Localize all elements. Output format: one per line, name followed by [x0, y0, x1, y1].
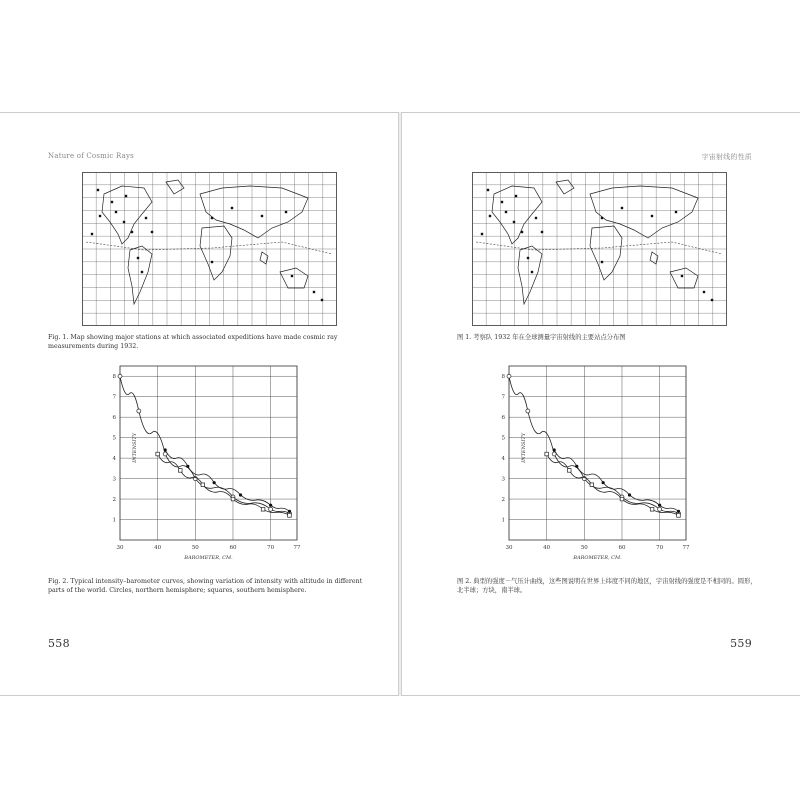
square-point: [201, 483, 205, 487]
station-marker: [137, 257, 139, 259]
x-tick-label: 70: [267, 545, 275, 551]
x-tick-label: 40: [543, 545, 551, 551]
station-marker: [621, 207, 623, 209]
station-marker: [115, 211, 117, 213]
station-marker: [681, 275, 683, 277]
dot-point: [164, 448, 167, 451]
fig1-caption: Fig. 1. Map showing major stations at which associated expeditions have made cosmic ray measurements during 1932.: [48, 334, 338, 350]
x-tick-label: 60: [618, 545, 626, 551]
y-tick-label: 4: [501, 456, 505, 463]
right-running-head: 宇宙射线的性质: [701, 153, 752, 161]
left-running-head: Nature of Cosmic Rays: [48, 152, 134, 160]
y-tick-label: 2: [501, 497, 505, 504]
circle-point: [269, 507, 273, 511]
y-tick-label: 8: [501, 374, 505, 381]
station-marker: [313, 291, 315, 293]
y-tick-label: 1: [501, 517, 505, 524]
dot-point: [602, 481, 605, 484]
station-marker: [321, 299, 323, 301]
station-marker: [703, 291, 705, 293]
station-marker: [711, 299, 713, 301]
station-marker: [531, 271, 533, 273]
circle-point: [658, 507, 662, 511]
square-point: [288, 514, 292, 518]
station-marker: [487, 189, 489, 191]
station-marker: [97, 189, 99, 191]
x-tick-label: 50: [191, 545, 199, 551]
y-tick-label: 3: [112, 476, 116, 483]
station-marker: [125, 195, 127, 197]
fig1-world-map: [82, 172, 337, 326]
chart-grid: [509, 366, 686, 540]
x-tick-label: 30: [505, 545, 513, 551]
station-marker: [211, 217, 213, 219]
x-axis-label: BAROMETER, CM.: [573, 555, 622, 561]
y-tick-label: 8: [112, 374, 116, 381]
circle-point: [507, 374, 511, 378]
station-marker: [481, 233, 483, 235]
square-point: [590, 483, 594, 487]
y-axis-label: INTENSITY: [132, 433, 138, 463]
station-marker: [675, 211, 677, 213]
y-tick-label: 5: [112, 435, 116, 442]
station-marker: [601, 217, 603, 219]
dot-point: [269, 504, 272, 507]
station-marker: [261, 215, 263, 217]
station-marker: [535, 217, 537, 219]
circle-point: [137, 409, 141, 413]
square-point: [178, 469, 182, 473]
station-marker: [211, 261, 213, 263]
station-marker: [515, 195, 517, 197]
x-tick-label: 77: [682, 545, 690, 551]
station-marker: [231, 207, 233, 209]
y-tick-label: 4: [112, 456, 116, 463]
station-marker: [651, 215, 653, 217]
y-tick-label: 2: [112, 497, 116, 504]
square-point: [620, 497, 624, 501]
station-marker: [521, 231, 523, 233]
right-page-number: 559: [730, 637, 752, 650]
dot-point: [186, 465, 189, 468]
x-tick-label: 60: [229, 545, 237, 551]
square-point: [567, 469, 571, 473]
y-axis-label: INTENSITY: [521, 433, 527, 463]
x-tick-label: 77: [293, 545, 301, 551]
left-page: [0, 112, 399, 696]
dot-point: [213, 481, 216, 484]
square-point: [156, 452, 160, 456]
station-marker: [151, 231, 153, 233]
y-tick-label: 7: [112, 394, 116, 401]
station-marker: [91, 233, 93, 235]
station-marker: [601, 261, 603, 263]
fig1-world-map-copy: [472, 172, 727, 326]
station-marker: [285, 211, 287, 213]
square-point: [545, 452, 549, 456]
y-tick-label: 6: [112, 415, 116, 422]
dot-point: [288, 510, 291, 513]
x-tick-label: 50: [580, 545, 588, 551]
y-tick-label: 1: [112, 517, 116, 524]
dot-point: [628, 493, 631, 496]
station-marker: [99, 215, 101, 217]
square-point: [231, 497, 235, 501]
x-tick-label: 30: [116, 545, 124, 551]
station-marker: [111, 201, 113, 203]
station-marker: [541, 231, 543, 233]
station-marker: [527, 257, 529, 259]
dot-point: [658, 504, 661, 507]
station-marker: [501, 201, 503, 203]
x-axis-label: BAROMETER, CM.: [184, 555, 233, 561]
square-point: [650, 507, 654, 511]
fig2-intensity-chart-copy: [481, 360, 706, 565]
dot-point: [239, 493, 242, 496]
fig2-caption: Fig. 2. Typical intensity–barometer curves, showing variation of intensity with altitude in different parts of the world. Circles, northern hemisphere; squares, southern hemisphere.: [48, 578, 363, 594]
y-tick-label: 7: [501, 394, 505, 401]
circle-point: [526, 409, 530, 413]
fig2-intensity-chart: [92, 360, 317, 565]
station-marker: [291, 275, 293, 277]
dot-point: [575, 465, 578, 468]
dot-point: [677, 510, 680, 513]
station-marker: [141, 271, 143, 273]
y-tick-label: 3: [501, 476, 505, 483]
dot-point: [553, 448, 556, 451]
fig2-caption-zh: 图 2. 典型的强度－气压计曲线，这些图说明在世界上纬度不同的地区，宇宙射线的强度是不相同的。圆形，北半球；方块，南半球。: [457, 578, 757, 594]
x-tick-label: 70: [656, 545, 664, 551]
book-spread: [0, 112, 800, 696]
station-marker: [145, 217, 147, 219]
y-tick-label: 5: [501, 435, 505, 442]
station-marker: [489, 215, 491, 217]
y-tick-label: 6: [501, 415, 505, 422]
square-point: [261, 507, 265, 511]
right-page: [401, 112, 800, 696]
circle-point: [118, 374, 122, 378]
left-page-number: 558: [48, 637, 70, 650]
station-marker: [123, 221, 125, 223]
station-marker: [513, 221, 515, 223]
x-tick-label: 40: [154, 545, 162, 551]
square-point: [677, 514, 681, 518]
station-marker: [505, 211, 507, 213]
station-marker: [131, 231, 133, 233]
fig1-caption-zh: 图 1. 考察队 1932 年在全球测量宇宙射线的主要站点分布图: [457, 334, 626, 341]
chart-grid: [120, 366, 297, 540]
